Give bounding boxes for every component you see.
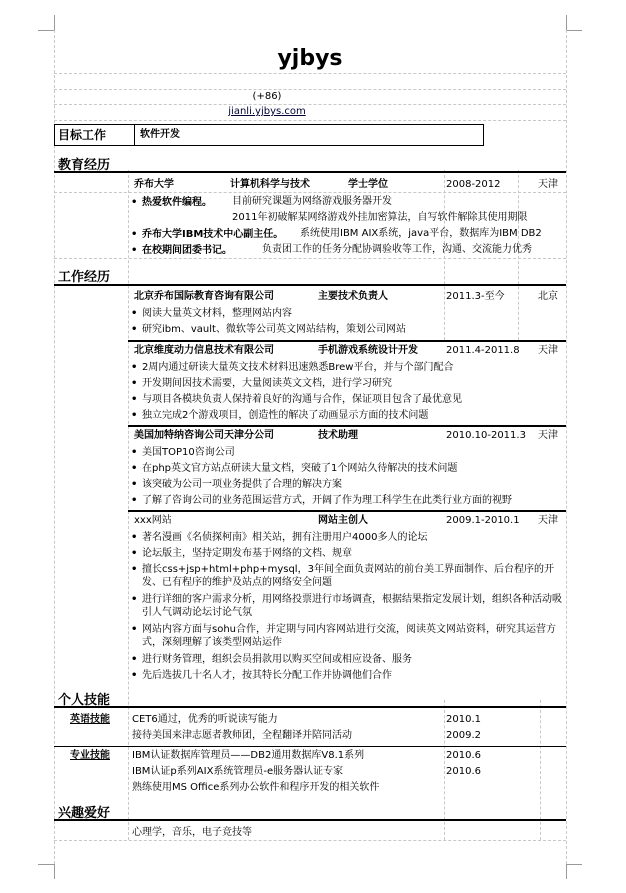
job-period: 2009.1-2010.1 (446, 515, 520, 526)
skill-category-pro: 专业技能 (70, 750, 110, 761)
job-role: 主要技术负责人 (318, 291, 388, 302)
grid-line (54, 120, 566, 121)
hobby-text: 心理学，音乐，电子竞技等 (132, 827, 252, 838)
edu-item-line: 负责团工作的任务分配协调验收等工作，沟通、交流能力优秀 (262, 244, 532, 255)
edu-item-label: • 热爱软件编程。 (142, 196, 212, 209)
crop-mark (566, 15, 567, 30)
crop-mark (566, 864, 582, 865)
edu-period: 2008-2012 (446, 179, 501, 190)
objective-label: 目标工作 (58, 128, 107, 142)
job-rule (128, 340, 566, 342)
section-rule (54, 819, 566, 821)
job-bullet: • 了解了咨询公司的业务范围运营方式，开阔了作为理工科学生在此类行业方面的视野 (142, 494, 512, 507)
edu-item-line: 目前研究课题为网络游戏服务器开发 (232, 196, 392, 207)
grid-line (54, 73, 566, 74)
grid-line (54, 30, 55, 864)
job-bullet: • 开发期间因技术需要，大量阅读英文文档，进行学习研究 (142, 377, 392, 390)
job-bullet: • 与项目各模块负责人保持着良好的沟通与合作，保证项目包含了最优意见 (142, 393, 462, 406)
edu-city: 天津 (538, 179, 558, 190)
job-role: 网站主创人 (318, 515, 368, 526)
job-bullet: • 研究ibm、vault、微软等公司英文网站结构，策划公司网站 (142, 323, 406, 336)
job-company: xxx网站 (134, 515, 172, 526)
grid-line (54, 104, 566, 105)
job-role: 技术助理 (318, 430, 358, 441)
edu-school: 乔布大学 (134, 179, 174, 190)
section-rule (54, 706, 566, 708)
job-city: 北京 (538, 291, 558, 302)
phone: (+86) (252, 91, 282, 102)
job-company: 北京维度动力信息技术有限公司 (134, 345, 274, 356)
edu-item-label: • 在校期间团委书记。 (142, 244, 232, 257)
skill-text: IBM认证数据库管理员——DB2通用数据库V8.1系列 (132, 750, 365, 761)
skill-date: 2010.6 (446, 766, 481, 777)
job-company: 北京乔布国际教育咨询有限公司 (134, 291, 274, 302)
job-bullet: • 阅读大量英文材料，整理网站内容 (142, 307, 292, 320)
objective-value: 软件开发 (140, 129, 180, 140)
section-title-hobby: 兴趣爱好 (58, 806, 111, 821)
grid-line (128, 170, 129, 840)
job-bullet: • 擅长css+jsp+html+php+mysql，3年间全面负责网站的前台美工界面制作、后台程序的开发、已有程序的维护及站点的网络安全问题 (142, 563, 564, 589)
section-title-work: 工作经历 (58, 270, 111, 285)
skill-text: IBM认证p系列AIX系统管理员-e服务器认证专家 (132, 766, 344, 777)
job-bullet: • 独立完成2个游戏项目，创造性的解决了动画显示方面的技术问题 (142, 409, 428, 422)
job-city: 天津 (538, 515, 558, 526)
job-city: 天津 (538, 430, 558, 441)
job-company: 美国加特纳咨询公司天津分公司 (134, 430, 274, 441)
job-bullet: • 先后选拔几十名人才，按其特长分配工作并协调他们合作 (142, 669, 562, 682)
skill-date: 2010.6 (446, 750, 481, 761)
job-bullet: • 著名漫画《名侦探柯南》相关站，拥有注册用户4000多人的论坛 (142, 531, 562, 544)
job-period: 2011.4-2011.8 (446, 345, 520, 356)
skill-text: CET6通过，优秀的听说读写能力 (132, 714, 278, 725)
crop-mark (566, 30, 582, 31)
crop-mark (54, 864, 55, 879)
crop-mark (566, 864, 567, 879)
job-bullet: • 在php英文官方站点研读大量文档，突破了1个网站久待解决的技术问题 (142, 462, 457, 475)
section-rule (54, 171, 566, 173)
job-bullet: • 该突破为公司一项业务提供了合理的解决方案 (142, 478, 342, 491)
crop-mark (38, 30, 54, 31)
edu-item-label: • 乔布大学IBM技术中心副主任。 (142, 228, 283, 241)
job-city: 天津 (538, 345, 558, 356)
skill-text: 接待美国来津志愿者教师团，全程翻译并陪同活动 (132, 730, 352, 741)
grid-line (54, 840, 566, 841)
skill-date: 2009.2 (446, 730, 481, 741)
email-link[interactable]: jianli.yjbys.com (228, 106, 306, 117)
section-rule (54, 284, 566, 286)
grid-line (54, 89, 566, 90)
grid-line (566, 30, 567, 864)
edu-item-line: 系统使用IBM AIX系统，java平台，数据库为IBM DB2 (300, 228, 542, 239)
skill-category-english: 英语技能 (70, 714, 110, 725)
resume-name: yjbys (277, 46, 343, 71)
job-rule (128, 425, 566, 427)
job-period: 2010.10-2011.3 (446, 430, 526, 441)
skill-date: 2010.1 (446, 714, 481, 725)
objective-box (54, 124, 484, 146)
job-bullet: • 进行详细的客户需求分析，用网络投票进行市场调查，根据结果指定发展计划，组织各种活动吸引人气调动论坛讨论气氛 (142, 593, 564, 619)
job-bullet: • 论坛版主，坚持定期发布基于网络的文档、规章 (142, 547, 562, 560)
job-role: 手机游戏系统设计开发 (318, 345, 418, 356)
edu-item-line: 2011年初破解某网络游戏外挂加密算法，自写软件解除其使用期限 (232, 212, 528, 223)
edu-major: 计算机科学与技术 (230, 179, 310, 190)
job-bullet: • 2周内通过研读大量英文技术材料迅速熟悉Brew平台，并与个部门配合 (142, 361, 453, 374)
edu-degree: 学士学位 (348, 179, 388, 190)
section-title-skills: 个人技能 (58, 693, 111, 708)
job-bullet: • 美国TOP10咨询公司 (142, 446, 235, 459)
skill-rule (54, 746, 566, 747)
grid-line (54, 192, 566, 193)
crop-mark (54, 15, 55, 30)
grid-line (54, 258, 566, 259)
skill-text: 熟练使用MS Office系列办公软件和程序开发的相关软件 (132, 782, 380, 793)
objective-divider (134, 124, 135, 146)
job-period: 2011.3-至今 (446, 291, 505, 302)
section-title-education: 教育经历 (58, 158, 111, 173)
job-bullet: • 进行财务管理，组织会员捐款用以购买空间或相应设备、服务 (142, 653, 562, 666)
job-bullet: • 网站内容方面与sohu合作，并定期与同内容网站进行交流，阅读英文网站资料，研究其运营方式，深刻理解了该类型网站运作 (142, 623, 564, 649)
job-rule (128, 510, 566, 512)
crop-mark (38, 864, 54, 865)
